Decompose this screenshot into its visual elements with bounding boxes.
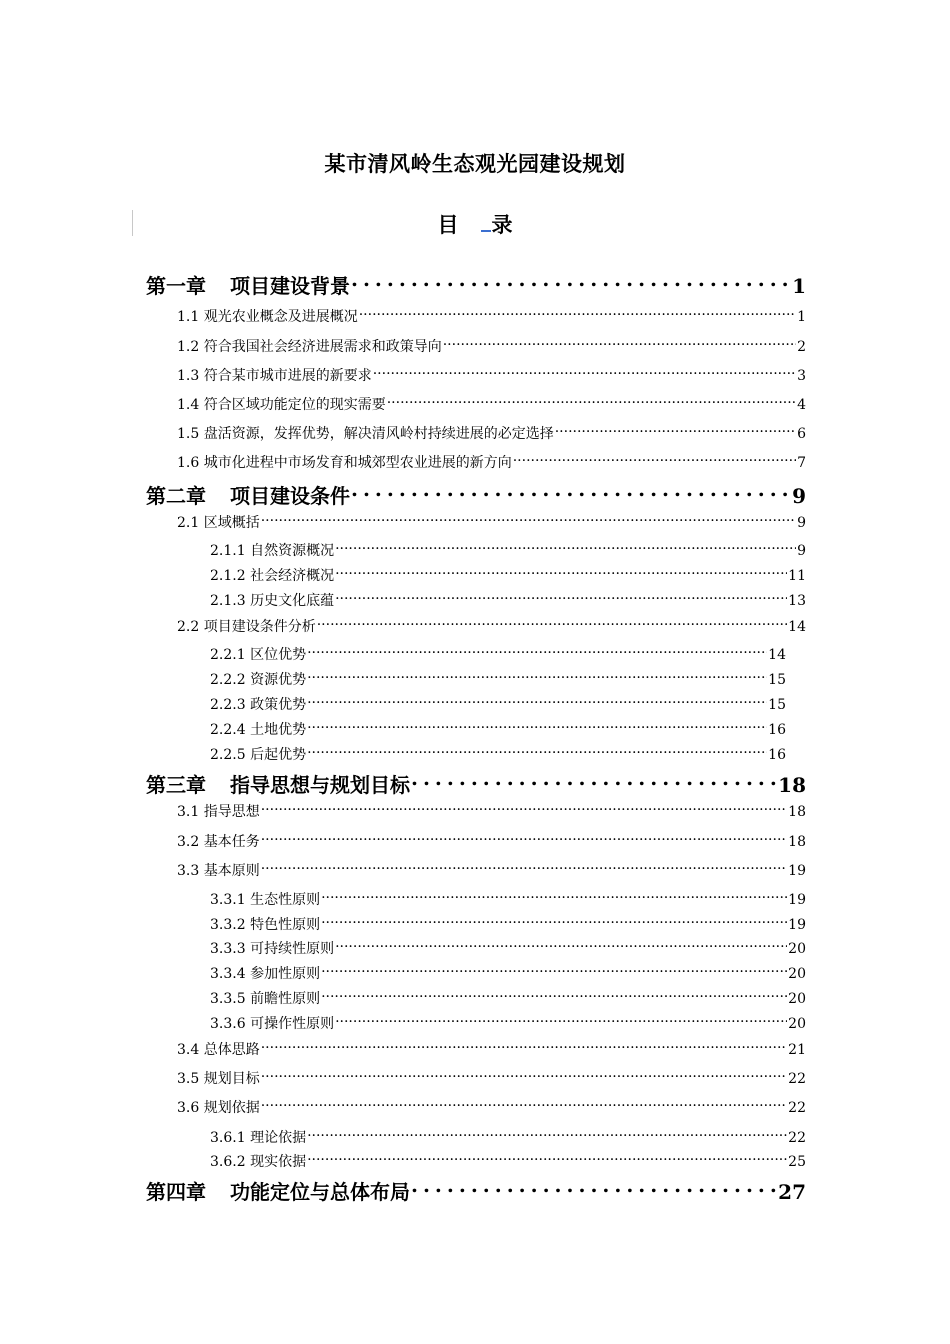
toc-section-entry[interactable]	[146, 336, 806, 356]
toc-page-number: 14	[788, 619, 806, 635]
toc-section-entry[interactable]	[146, 1097, 806, 1117]
toc-entry-number: 1.5	[177, 426, 200, 442]
toc-leader-dots	[373, 366, 796, 380]
toc-page-number: 3	[797, 368, 806, 384]
toc-page-number: 9	[792, 484, 806, 508]
toc-page-number: 6	[797, 426, 806, 442]
toc-chapter-entry[interactable]	[146, 1176, 806, 1205]
toc-entry-text: 特色性原则	[250, 917, 321, 933]
toc-page-number: 19	[788, 917, 806, 933]
toc-subsection-entry[interactable]	[146, 590, 806, 610]
toc-entry-label	[177, 423, 554, 443]
toc-leader-dots	[411, 1179, 777, 1199]
toc-entry-text: 总体思路	[203, 1042, 260, 1058]
toc-entry-number: 1.4	[177, 397, 200, 413]
toc-page-number: 9	[797, 543, 806, 559]
toc-entry-label	[177, 365, 372, 385]
toc-entry-number: 1.1	[177, 309, 200, 325]
toc-subsection-entry[interactable]	[146, 963, 806, 983]
toc-leader-dots	[321, 964, 787, 978]
toc-entry-number: 第一章	[146, 274, 206, 298]
toc-entry-label	[210, 719, 306, 739]
toc-entry-text: 后起优势	[250, 747, 307, 763]
toc-page-number: 13	[788, 593, 806, 609]
toc-entry-number: 2.2.3	[210, 697, 246, 713]
toc-entry-label	[177, 616, 316, 636]
toc-entry-number: 3.3.3	[210, 941, 246, 957]
toc-leader-dots	[261, 513, 796, 527]
toc-leader-dots	[321, 915, 787, 929]
text-cursor	[481, 230, 491, 232]
toc-entry-text: 符合区域功能定位的现实需要	[203, 397, 386, 413]
toc-entry-number: 第四章	[146, 1180, 206, 1204]
toc-section-entry[interactable]	[146, 365, 806, 385]
toc-leader-dots	[261, 1069, 787, 1083]
toc-section-entry[interactable]	[146, 452, 806, 472]
toc-entry-text: 指导思想	[203, 804, 260, 820]
toc-subsection-entry[interactable]	[146, 644, 786, 664]
toc-entry-text: 社会经济概况	[250, 568, 335, 584]
toc-entry-number: 3.3	[177, 863, 200, 879]
toc-page-number: 7	[797, 455, 806, 471]
toc-page-number: 20	[788, 941, 806, 957]
toc-page-number: 21	[788, 1042, 806, 1058]
toc-leader-dots	[307, 695, 767, 709]
toc-entry-number: 3.6.2	[210, 1154, 246, 1170]
toc-heading-right: 录	[491, 212, 513, 237]
toc-entry-number: 3.3.6	[210, 1016, 246, 1032]
toc-entry-text: 基本原则	[203, 863, 260, 879]
toc-entry-text: 盘活资源，发挥优势，解决清风岭村持续进展的必定选择	[203, 426, 554, 442]
toc-entry-label	[177, 306, 358, 326]
toc-entry-number: 3.2	[177, 834, 200, 850]
toc-entry-number: 3.3.4	[210, 966, 246, 982]
toc-leader-dots	[307, 1152, 787, 1166]
toc-subsection-entry[interactable]	[146, 889, 806, 909]
toc-entry-label	[177, 860, 260, 880]
toc-section-entry[interactable]	[146, 423, 806, 443]
toc-entry-text: 基本任务	[203, 834, 260, 850]
toc-entry-label	[177, 801, 260, 821]
toc-page-number: 4	[797, 397, 806, 413]
toc-leader-dots	[351, 273, 791, 293]
toc-page-number: 9	[797, 515, 806, 531]
toc-subsection-entry[interactable]	[146, 694, 786, 714]
toc-section-entry[interactable]	[146, 831, 806, 851]
toc-entry-number: 2.1	[177, 515, 200, 531]
toc-entry-text: 符合我国社会经济进展需求和政策导向	[203, 339, 442, 355]
toc-entry-label	[177, 1039, 260, 1059]
toc-leader-dots	[321, 890, 787, 904]
toc-page-number: 16	[768, 722, 786, 738]
toc-subsection-entry[interactable]	[146, 1127, 806, 1147]
toc-entry-label	[210, 914, 320, 934]
toc-page-number: 15	[768, 672, 786, 688]
toc-subsection-entry[interactable]	[146, 540, 806, 560]
toc-section-entry[interactable]	[146, 616, 806, 636]
toc-page-number: 18	[788, 804, 806, 820]
toc-entry-label	[210, 1151, 306, 1171]
toc-leader-dots	[555, 424, 796, 438]
toc-entry-text: 区域概括	[203, 515, 260, 531]
toc-leader-dots	[261, 861, 787, 875]
toc-leader-dots	[335, 939, 787, 953]
toc-entry-number: 2.2	[177, 619, 200, 635]
toc-section-entry[interactable]	[146, 860, 806, 880]
toc-leader-dots	[359, 307, 796, 321]
toc-entry-number: 1.6	[177, 455, 200, 471]
toc-leader-dots	[317, 617, 787, 631]
toc-entry-text: 政策优势	[250, 697, 307, 713]
toc-leader-dots	[513, 453, 796, 467]
toc-leader-dots	[321, 989, 787, 1003]
toc-entry-label	[210, 938, 334, 958]
toc-entry-number: 3.5	[177, 1071, 200, 1087]
toc-subsection-entry[interactable]	[146, 719, 786, 739]
toc-page-number: 20	[788, 1016, 806, 1032]
toc-entry-label	[210, 889, 320, 909]
toc-entry-label	[210, 669, 306, 689]
toc-page-number: 14	[768, 647, 786, 663]
toc-subsection-entry[interactable]	[146, 988, 806, 1008]
toc-entry-number: 2.2.4	[210, 722, 246, 738]
toc-page-number: 22	[788, 1071, 806, 1087]
toc-entry-text: 区位优势	[250, 647, 307, 663]
toc-entry-text: 自然资源概况	[250, 543, 335, 559]
toc-section-entry[interactable]	[146, 1039, 806, 1059]
toc-entry-text: 项目建设条件分析	[203, 619, 316, 635]
toc-entry-text: 资源优势	[250, 672, 307, 688]
toc-page-number: 1	[797, 309, 806, 325]
toc-entry-text: 土地优势	[250, 722, 307, 738]
toc-entry-text: 符合某市城市进展的新要求	[203, 368, 372, 384]
toc-entry-text: 可操作性原则	[250, 1016, 335, 1032]
toc-entry-label	[146, 1176, 410, 1205]
toc-entry-label	[177, 394, 386, 414]
toc-entry-text: 项目建设条件	[230, 484, 350, 508]
toc-leader-dots	[387, 395, 796, 409]
toc-entry-number: 3.3.2	[210, 917, 246, 933]
toc-leader-dots	[307, 645, 767, 659]
toc-entry-label	[210, 590, 334, 610]
toc-section-entry[interactable]	[146, 512, 806, 532]
toc-entry-text: 参加性原则	[250, 966, 321, 982]
toc-entry-number: 2.2.1	[210, 647, 246, 663]
toc-entry-number: 1.2	[177, 339, 200, 355]
toc-page-number: 20	[788, 966, 806, 982]
toc-entry-number: 第三章	[146, 773, 206, 797]
toc-entry-number: 3.1	[177, 804, 200, 820]
toc-page-number: 25	[788, 1154, 806, 1170]
toc-entry-number: 3.3.1	[210, 892, 246, 908]
toc-section-entry[interactable]	[146, 394, 806, 414]
toc-entry-label	[210, 644, 306, 664]
toc-leader-dots	[335, 566, 787, 580]
toc-entry-text: 理论依据	[250, 1130, 307, 1146]
toc-entry-label	[210, 694, 306, 714]
toc-entry-number: 2.1.1	[210, 543, 246, 559]
toc-entry-number: 3.6	[177, 1100, 200, 1116]
toc-heading	[0, 209, 950, 239]
toc-entry-label	[146, 270, 350, 299]
toc-subsection-entry[interactable]	[146, 914, 806, 934]
toc-entry-label	[146, 769, 410, 798]
toc-leader-dots	[335, 591, 787, 605]
toc-leader-dots	[443, 337, 796, 351]
toc-entry-label	[177, 1097, 260, 1117]
toc-entry-number: 2.2.2	[210, 672, 246, 688]
toc-heading-left: 目	[437, 212, 459, 237]
toc-subsection-entry[interactable]	[146, 1151, 806, 1171]
toc-entry-text: 功能定位与总体布局	[230, 1180, 410, 1204]
toc-entry-label	[177, 831, 260, 851]
toc-page-number: 15	[768, 697, 786, 713]
toc-entry-number: 3.3.5	[210, 991, 246, 1007]
toc-entry-label	[177, 452, 512, 472]
toc-entry-label	[210, 988, 320, 1008]
toc-entry-label	[177, 336, 442, 356]
toc-leader-dots	[335, 541, 796, 555]
toc-page-number: 18	[778, 773, 806, 797]
toc-page-number: 22	[788, 1130, 806, 1146]
document-title: 某市清风岭生态观光园建设规划	[324, 151, 626, 176]
toc-page-number: 19	[788, 863, 806, 879]
toc-leader-dots	[307, 720, 767, 734]
toc-entry-label	[177, 512, 260, 532]
toc-leader-dots	[261, 1098, 787, 1112]
toc-section-entry[interactable]	[146, 801, 806, 821]
toc-entry-number: 2.1.3	[210, 593, 246, 609]
toc-entry-text: 可持续性原则	[250, 941, 335, 957]
toc-chapter-entry[interactable]	[146, 769, 806, 798]
toc-entry-text: 生态性原则	[250, 892, 321, 908]
toc-leader-dots	[261, 802, 787, 816]
toc-page-number: 22	[788, 1100, 806, 1116]
toc-entry-label	[210, 565, 334, 585]
toc-leader-dots	[335, 1014, 787, 1028]
toc-entry-text: 现实依据	[250, 1154, 307, 1170]
toc-entry-label	[210, 1013, 334, 1033]
toc-chapter-entry[interactable]	[146, 270, 806, 299]
toc-entry-label	[210, 744, 306, 764]
toc-section-entry[interactable]	[146, 306, 806, 326]
toc-entry-number: 3.6.1	[210, 1130, 246, 1146]
toc-entry-text: 规划目标	[203, 1071, 260, 1087]
toc-leader-dots	[261, 1040, 787, 1054]
toc-page-number: 27	[778, 1180, 806, 1204]
toc-entry-number: 1.3	[177, 368, 200, 384]
toc-page-number: 19	[788, 892, 806, 908]
toc-leader-dots	[261, 832, 787, 846]
toc-page-number: 18	[788, 834, 806, 850]
toc-entry-text: 城市化进程中市场发育和城郊型农业进展的新方向	[203, 455, 512, 471]
toc-page-number: 20	[788, 991, 806, 1007]
toc-subsection-entry[interactable]	[146, 565, 806, 585]
toc-leader-dots	[307, 1128, 787, 1142]
toc-entry-number: 第二章	[146, 484, 206, 508]
toc-leader-dots	[411, 772, 777, 792]
toc-entry-number: 2.2.5	[210, 747, 246, 763]
toc-entry-label	[177, 1068, 260, 1088]
toc-entry-label	[210, 963, 320, 983]
toc-subsection-entry[interactable]	[146, 1013, 806, 1033]
toc-entry-text: 项目建设背景	[230, 274, 350, 298]
toc-leader-dots	[351, 483, 791, 503]
toc-entry-label	[210, 540, 334, 560]
toc-entry-text: 指导思想与规划目标	[230, 773, 410, 797]
toc-entry-text: 前瞻性原则	[250, 991, 321, 1007]
toc-leader-dots	[307, 670, 767, 684]
toc-entry-label	[210, 1127, 306, 1147]
toc-entry-number: 2.1.2	[210, 568, 246, 584]
toc-subsection-entry[interactable]	[146, 938, 806, 958]
toc-page-number: 11	[788, 568, 806, 584]
toc-entry-text: 历史文化底蕴	[250, 593, 335, 609]
toc-entry-text: 观光农业概念及进展概况	[203, 309, 358, 325]
toc-subsection-entry[interactable]	[146, 744, 786, 764]
toc-section-entry[interactable]	[146, 1068, 806, 1088]
toc-entry-text: 规划依据	[203, 1100, 260, 1116]
toc-entry-label	[146, 480, 350, 509]
toc-subsection-entry[interactable]	[146, 669, 786, 689]
toc-chapter-entry[interactable]	[146, 480, 806, 509]
toc-entry-number: 3.4	[177, 1042, 200, 1058]
toc-leader-dots	[307, 745, 767, 759]
toc-page-number: 16	[768, 747, 786, 763]
toc-page-number: 1	[792, 274, 806, 298]
toc-page-number: 2	[797, 339, 806, 355]
